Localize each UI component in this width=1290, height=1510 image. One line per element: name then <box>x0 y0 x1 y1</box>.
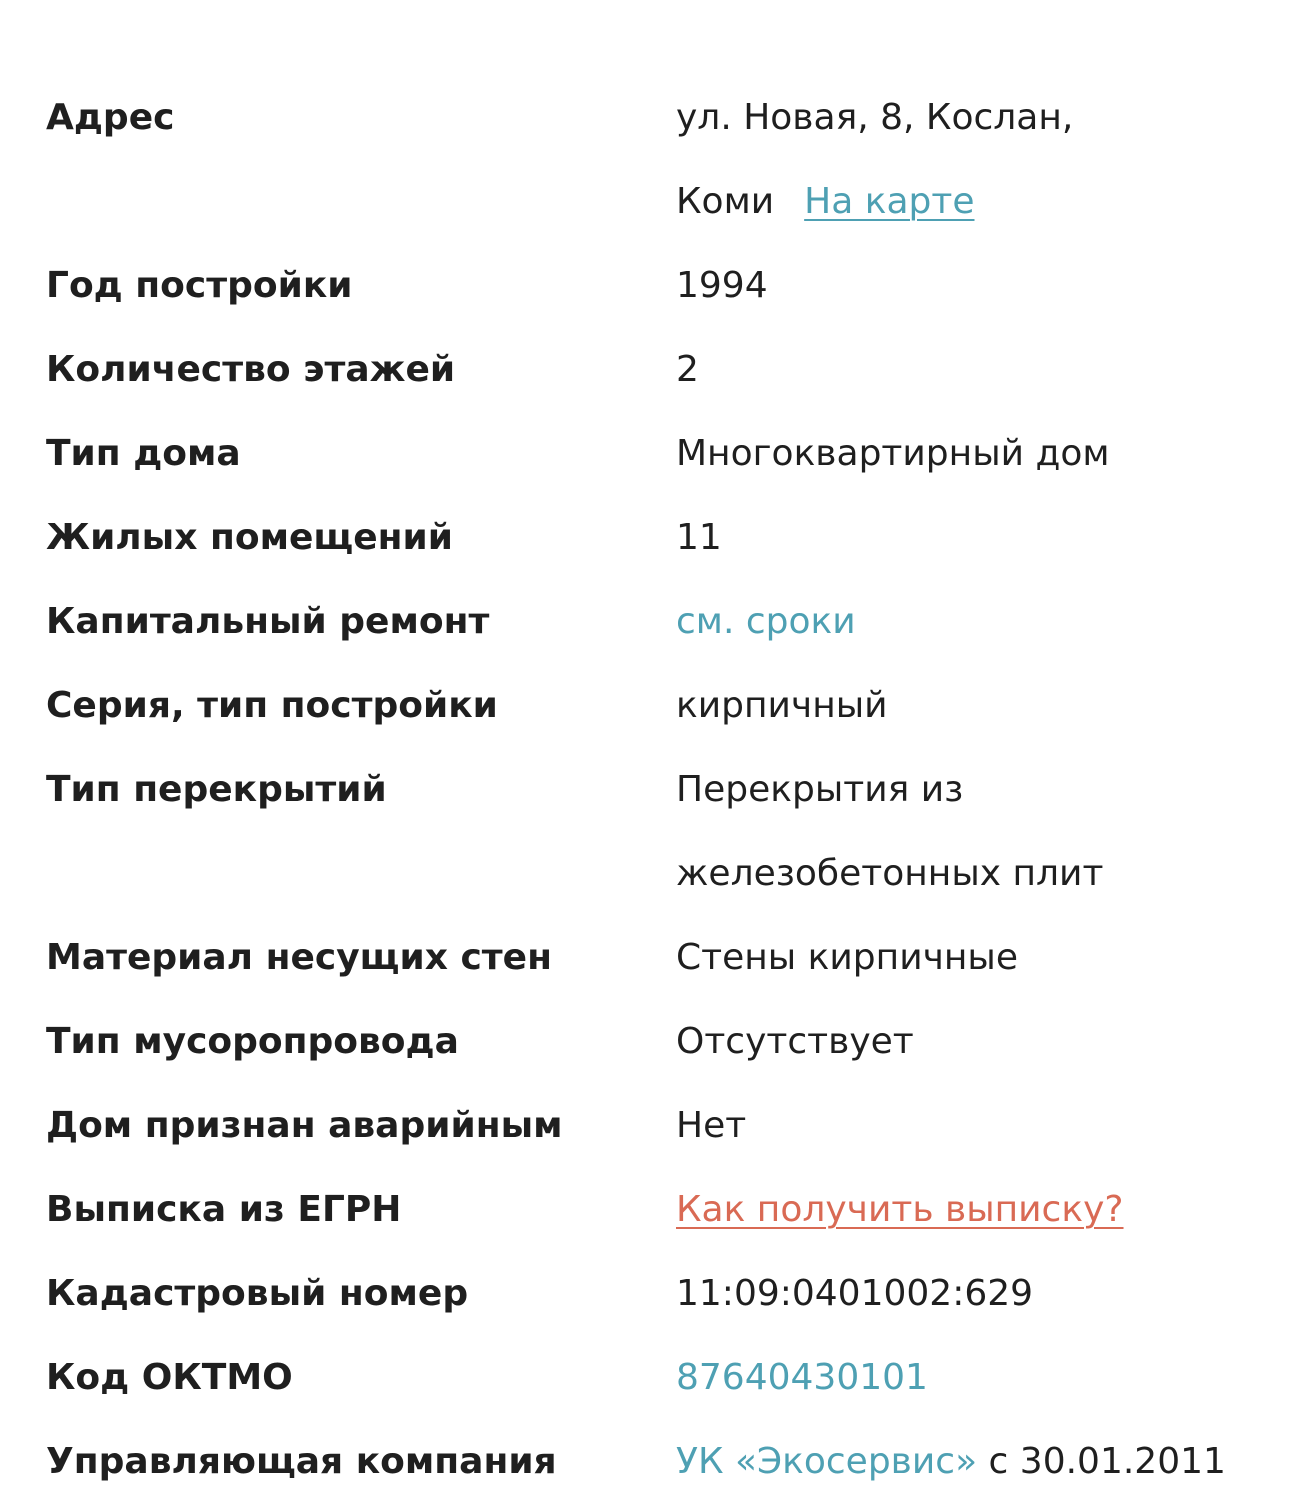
building-series-value: кирпичный <box>676 685 888 726</box>
address-label: Адрес <box>46 97 175 138</box>
address-line-1: ул. Новая, 8, Кослан, <box>676 97 1074 138</box>
floors-label: Количество этажей <box>46 349 456 390</box>
row-floor-slab-type <box>46 748 1266 916</box>
build-year-label: Год постройки <box>46 265 353 306</box>
how-to-get-extract-link[interactable]: Как получить выписку? <box>676 1189 1124 1230</box>
emergency-status-label: Дом признан аварийным <box>46 1105 563 1146</box>
house-type-value: Многоквартирный дом <box>676 433 1110 474</box>
see-dates-link[interactable]: см. сроки <box>676 601 856 642</box>
row-cadastral-number <box>46 1252 1266 1336</box>
row-building-series <box>46 664 1266 748</box>
oktmo-code-label: Код ОКТМО <box>46 1357 293 1398</box>
floor-slab-line-1: Перекрытия из <box>676 769 964 810</box>
row-management-company <box>46 1420 1266 1504</box>
floors-value: 2 <box>676 349 699 390</box>
house-type-label: Тип дома <box>46 433 241 474</box>
house-info-table <box>46 76 1266 1504</box>
floor-slab-type-label: Тип перекрытий <box>46 769 387 810</box>
row-address <box>46 76 1266 244</box>
egrn-extract-label: Выписка из ЕГРН <box>46 1189 402 1230</box>
garbage-chute-label: Тип мусоропровода <box>46 1021 459 1062</box>
address-line-2: Коми <box>676 181 775 222</box>
capital-repair-label: Капитальный ремонт <box>46 601 490 642</box>
address-value <box>676 76 1266 244</box>
on-map-link[interactable]: На карте <box>804 181 975 222</box>
emergency-status-value: Нет <box>676 1105 747 1146</box>
cadastral-number-value: 11:09:0401002:629 <box>676 1273 1034 1314</box>
build-year-value: 1994 <box>676 265 768 306</box>
garbage-chute-value: Отсутствует <box>676 1021 914 1062</box>
row-capital-repair <box>46 580 1266 664</box>
row-emergency-status <box>46 1084 1266 1168</box>
row-floors <box>46 328 1266 412</box>
row-house-type <box>46 412 1266 496</box>
row-egrn-extract <box>46 1168 1266 1252</box>
row-garbage-chute <box>46 1000 1266 1084</box>
wall-material-label: Материал несущих стен <box>46 937 552 978</box>
row-wall-material <box>46 916 1266 1000</box>
floor-slab-line-2: железобетонных плит <box>676 853 1104 894</box>
floor-slab-type-value <box>676 748 1266 916</box>
building-series-label: Серия, тип постройки <box>46 685 498 726</box>
cadastral-number-label: Кадастровый номер <box>46 1273 469 1314</box>
residential-units-label: Жилых помещений <box>46 517 453 558</box>
residential-units-value: 11 <box>676 517 722 558</box>
wall-material-value: Стены кирпичные <box>676 937 1018 978</box>
management-company-label: Управляющая компания <box>46 1441 557 1482</box>
management-company-link[interactable]: УК «Экосервис» <box>676 1441 978 1482</box>
row-oktmo-code <box>46 1336 1266 1420</box>
management-company-since: с 30.01.2011 <box>977 1441 1226 1482</box>
row-residential-units <box>46 496 1266 580</box>
oktmo-code-link[interactable]: 87640430101 <box>676 1357 928 1398</box>
row-build-year <box>46 244 1266 328</box>
